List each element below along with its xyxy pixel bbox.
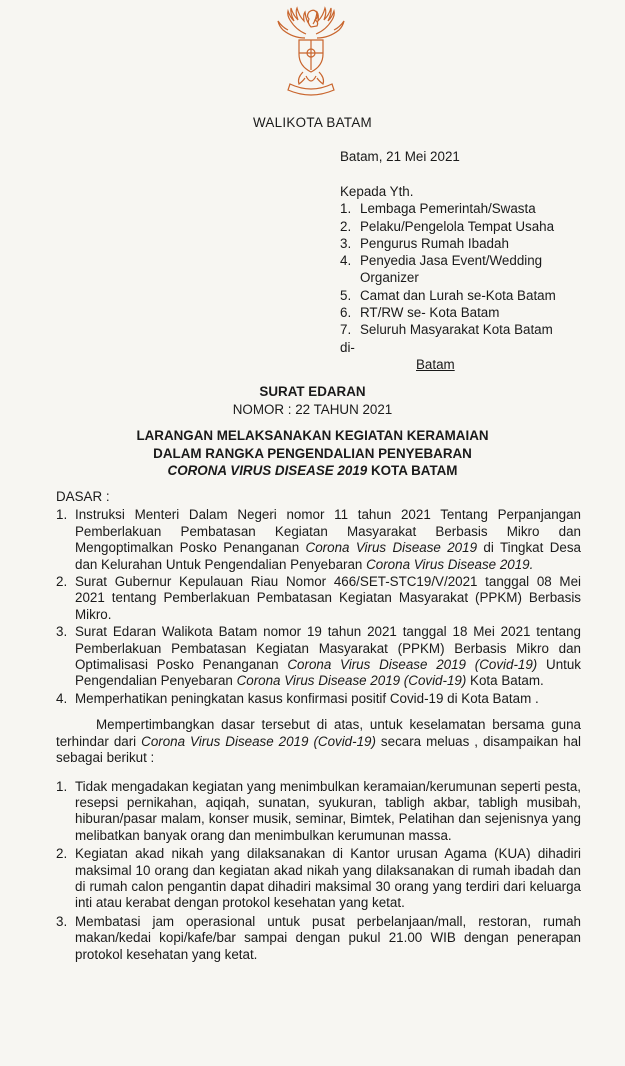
place-date: Batam, 21 Mei 2021 [340,149,460,164]
dasar-item: 1. Instruksi Menteri Dalam Negeri nomor 11 tahun 2021 Tentang Perpanjangan Pemberlakuan Pembatasan Kegiatan Masyarakat Berbasis Mikro dan Mengoptimalkan Posko Penanganan Corona Virus Disease 2019 di Tingkat Desa dan Kelurahan Untuk Pengendalian Penyebaran Corona Virus Disease 2019. [56,507,581,572]
instruction-item: 3. Membatasi jam operasional untuk pusat perbelanjaan/mall, restoran, rumah makan/kedai kopi/kafe/bar sampai dengan pukul 21.00 WIB dengan penerapan protokol kesehatan yang ketat. [56,913,581,962]
di-label: di- [340,339,355,355]
recipient-list [340,200,585,338]
instruction-list [56,779,581,963]
addressee-block [340,183,585,373]
document-title: SURAT EDARAN [259,384,366,399]
document-number: NOMOR : 22 TAHUN 2021 [232,402,393,417]
list-item: 6. RT/RW se- Kota Batam [340,305,500,321]
garuda-pancasila-emblem [276,6,346,98]
list-item: 2. Pelaku/Pengelola Tempat Usaha [340,218,555,234]
letter-body [56,489,581,965]
list-item: 4. Penyedia Jasa Event/Wedding Organizer [340,253,543,286]
list-item: 7. Seluruh Masyarakat Kota Batam [340,322,553,338]
dasar-item: 3. Surat Edaran Walikota Batam nomor 19 tahun 2021 tanggal 18 Mei 2021 tentang Pemberlakuan Pembatasan Kegiatan Masyarakat (PPKM) Berbasis Mikro dan Optimalisasi Posko Penanganan Corona Virus Disease 2019 (Covid-19) Untuk Pengendalian Penyebaran Corona Virus Disease 2019 (Covid-19) Kota Batam. [56,624,582,689]
dasar-item: 2. Surat Gubernur Kepulauan Riau Nomor 466/SET-STC19/V/2021 tanggal 08 Mei 2021 tentang Pemberlakuan Pembatasan Kegiatan Masyarakat (PPKM) Berbasis Mikro. [56,574,581,622]
document-subject: LARANGAN MELAKSANAKAN KEGIATAN KERAMAIAN DALAM RANGKA PENGENDALIAN PENYEBARAN CORONA VIRUS DISEASE 2019 KOTA BATAM [136,428,489,478]
dasar-list [56,507,581,707]
salutation: Kepada Yth. [340,184,414,199]
list-item: 1. Lembaga Pemerintah/Swasta [340,201,536,217]
list-item: 3. Pengurus Rumah Ibadah [340,235,509,251]
issuer-heading: WALIKOTA BATAM [252,115,373,130]
dasar-item: 4. Memperhatikan peningkatan kasus konfirmasi positif Covid-19 di Kota Batam . [56,690,539,706]
list-item: 5. Camat dan Lurah se-Kota Batam [340,287,556,303]
dasar-label: DASAR : [56,489,110,504]
instruction-item: 2. Kegiatan akad nikah yang dilaksanakan di Kantor urusan Agama (KUA) dihadiri maksimal 10 orang dan kegiatan akad nikah yang dilaksanakan di rumah ibadah dan di rumah calon pengantin dapat dihadiri maksimal 30 orang yang terdiri dari keluarga inti atau kerabat dengan protokol kesehatan yang ketat. [56,846,581,911]
addressee-city: Batam [416,356,455,372]
consideration-paragraph: Mempertimbangkan dasar tersebut di atas, untuk keselamatan bersama guna terhindar dari Corona Virus Disease 2019 (Covid-19) secara meluas , disampaikan hal sebagai berikut : [56,717,581,766]
instruction-item: 1. Tidak mengadakan kegiatan yang menimbulkan keramaian/kerumunan seperti pesta, resepsi pernikahan, aqiqah, sunatan, syukuran, tabligh akbar, tabligh musibah, hiburan/pasar malam, konser musik, seminar, Bimtek, Pelatihan dan sejenisnya yang melibatkan banyak orang dan menimbulkan kerumunan massa. [56,778,581,843]
